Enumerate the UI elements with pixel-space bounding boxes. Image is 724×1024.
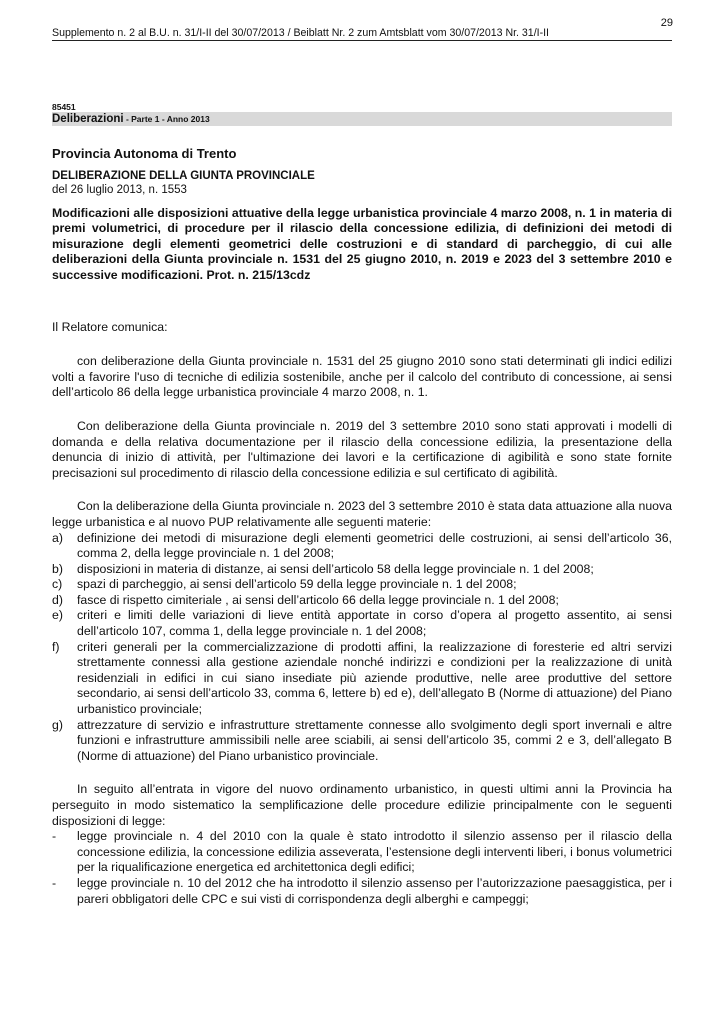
section-title: Deliberazioni: [52, 113, 124, 125]
list-item: [52, 876, 672, 907]
paragraph-4: In seguito all’entrata in vigore del nuovo ordinamento urbanistico, in questi ultimi anni la Provincia ha perseguito in modo sistematico la semplificazione delle procedure edilizie principalmente con le seguenti disposizioni di legge:: [52, 782, 672, 828]
list-marker: b): [52, 561, 63, 576]
document-subject: Modificazioni alle disposizioni attuative della legge urbanistica provinciale 4 marzo 2008, n. 1 in materia di premi volumetrici, di procedure per il rilascio della concessione edilizia, di definizioni dei metodi di misurazione degli elementi geometrici delle costruzioni e di standard di parcheggio, di cui alle deliberazioni della Giunta provinciale n. 1531 del 25 giugno 2010, n. 2019 e 2023 del 3 settembre 2010 e successive modificazioni. Prot. n. 215/13cdz: [52, 205, 672, 282]
list-item-text: legge provinciale n. 10 del 2012 che ha introdotto il silenzio assenso per l’autorizzazione paesaggistica, per i pareri obbligatori delle CPC e sui visti di corrispondenza degli alberghi e campeggi;: [77, 875, 672, 906]
list-item: [52, 531, 672, 562]
list-marker: e): [52, 608, 63, 623]
section-bar: [52, 112, 672, 126]
list-item: [52, 562, 672, 578]
list-marker: a): [52, 530, 63, 545]
list-item-text: definizione dei metodi di misurazione degli elementi geometrici delle costruzioni, ai sensi dell’articolo 36, comma 2, della legge provinciale n. 1 del 2008;: [77, 530, 672, 561]
list-item-text: spazi di parcheggio, ai sensi dell’articolo 59 della legge provinciale n. 1 del 2008;: [77, 577, 517, 592]
list-item-text: criteri e limiti delle variazioni di lieve entità apportate in corso d’opera al progetto assentito, ai sensi dell’articolo 107, comma 1, della legge provinciale n. 1 del 2008;: [77, 608, 672, 639]
list-marker: c): [52, 577, 63, 592]
matters-list: [52, 531, 672, 765]
paragraph-3: Con la deliberazione della Giunta provinciale n. 2023 del 3 settembre 2010 è stata data attuazione alla nuova legge urbanistica e al nuovo PUP relativamente alle seguenti materie:: [52, 499, 672, 529]
list-marker: g): [52, 717, 63, 732]
list-marker: -: [52, 829, 57, 844]
paragraph-2: Con deliberazione della Giunta provinciale n. 2019 del 3 settembre 2010 sono stati approvati i modelli di domanda e della relativa documentazione per il rilascio della concessione edilizia, la presentazione della denuncia di inizio di attività, per l'ultimazione dei lavori e la certificazione di agibilità e sono state fornite precisazioni sul procedimento di rilascio della concessione edilizia e sul certificato di agibilità.: [52, 418, 672, 480]
paragraph-1: con deliberazione della Giunta provinciale n. 1531 del 25 giugno 2010 sono stati determinati gli indici edilizi volti a favorire l'uso di tecniche di edilizia sostenibile, anche per il calcolo del contributo di concessione, ai sensi dell’articolo 86 della legge urbanistica provinciale 4 marzo 2008, n. 1.: [52, 354, 672, 400]
section-subtitle: - Parte 1 - Anno 2013: [123, 114, 210, 124]
list-item: [52, 608, 672, 639]
list-marker: d): [52, 592, 63, 607]
intro-line: Il Relatore comunica:: [52, 319, 168, 334]
document-type: DELIBERAZIONE DELLA GIUNTA PROVINCIALE: [52, 169, 315, 182]
list-item: [52, 577, 672, 593]
running-header: Supplemento n. 2 al B.U. n. 31/I-II del 30/07/2013 / Beiblatt Nr. 2 zum Amtsblatt vom 30/07/2013 Nr. 31/I-II: [52, 27, 672, 41]
list-marker: f): [52, 639, 60, 654]
list-marker: -: [52, 875, 57, 890]
issuer: Provincia Autonoma di Trento: [52, 146, 237, 161]
list-item-text: fasce di rispetto cimiteriale , ai sensi dell’articolo 66 della legge provinciale n. 1 del 2008;: [77, 592, 559, 607]
laws-list: [52, 829, 672, 907]
list-item-text: disposizioni in materia di distanze, ai sensi dell’articolo 58 della legge provinciale n. 1 del 2008;: [77, 561, 594, 576]
list-item: [52, 829, 672, 876]
document-date: del 26 luglio 2013, n. 1553: [52, 183, 187, 196]
document-number: 85451: [52, 102, 76, 112]
page-number: 29: [660, 17, 673, 29]
list-item-text: legge provinciale n. 4 del 2010 con la quale è stato introdotto il silenzio assenso per il rilascio della concessione edilizia, la concessione edilizia asseverata, l’estensione degli interventi liberi, i bonus volumetrici per la riqualificazione energetica ed architettonica degli edifici;: [77, 829, 672, 875]
list-item-text: attrezzature di servizio e infrastrutture strettamente connesse allo svolgimento degli sport invernali e altre funzioni e infrastrutture ammissibili nelle aree sciabili, ai sensi dell’articolo 35, commi 2 e 3, dell’allegato B (Norme di attuazione) del Piano urbanistico provinciale.: [77, 717, 672, 763]
list-item: [52, 593, 672, 609]
list-item: [52, 718, 672, 765]
document-body: [52, 146, 672, 907]
list-item-text: criteri generali per la commercializzazione di prodotti affini, la realizzazione di foresterie ed altri servizi strettamente connessi alla gestione aziendale nonché indirizzi e condizioni per la realizzazione di unità residenziali in edifici in cui siano insediate più aziende produttive, nelle aree produttive del settore secondario, ai sensi dell’articolo 33, comma 6, lettere b) ed e), dell’allegato B (Norme di attuazione) del Piano urbanistico provinciale;: [77, 639, 672, 717]
list-item: [52, 640, 672, 718]
